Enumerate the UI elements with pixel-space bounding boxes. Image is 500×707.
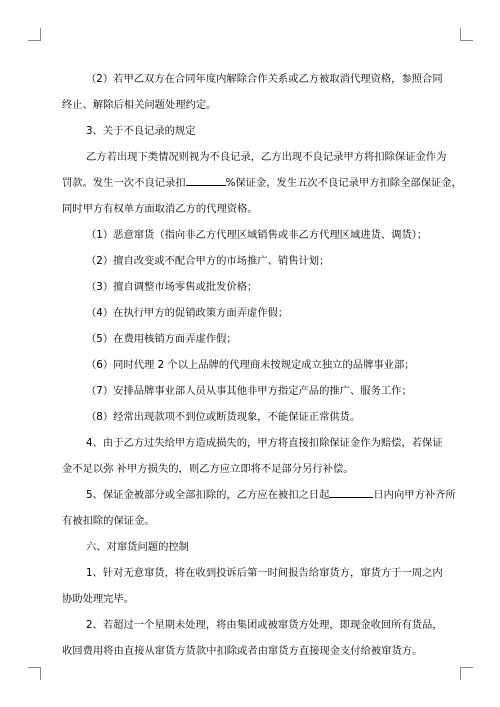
- text-line: 收回费用将由直接从窜货方货款中扣除或者由窜货方直接现金支付给被窜货方。: [62, 645, 423, 657]
- paragraph-loss-compensation: [62, 430, 442, 482]
- section-heading-bad-record: [62, 118, 442, 144]
- heading-text: 3、关于不良记录的规定: [86, 125, 196, 137]
- list-item-2: [62, 248, 442, 274]
- crop-mark-top-left: [28, 28, 41, 41]
- paragraph-bad-record-rules: [62, 144, 462, 222]
- text-line: 日内向甲方补齐所: [373, 489, 456, 501]
- paragraph-deposit-replenish: [62, 482, 456, 534]
- text-line: 4、由于乙方过失给甲方造成损失的，甲方将直接扣除保证金作为赔偿，若保证: [86, 437, 443, 449]
- text-line: 同时甲方有权单方面取消乙方的代理资格。: [62, 203, 258, 215]
- list-item-6: [62, 352, 442, 378]
- text-line: 金不足以弥 补甲方损失的，则乙方应立即将不足部分另行补偿。: [62, 463, 354, 475]
- paragraph-overdue-handling: [62, 612, 442, 664]
- fill-in-blank-percent[interactable]: [186, 175, 226, 186]
- text-line: 2、若超过一个星期未处理，将由集团或被窜货方处理，即现金收回所有货品，: [86, 619, 443, 631]
- list-item-text: （4）在执行甲方的促销政策方面弄虚作假；: [86, 307, 289, 319]
- text-line: 5、保证金被部分或全部扣除的，乙方应在被扣之日起: [86, 489, 330, 501]
- list-item-1: [62, 222, 442, 248]
- list-item-text: （6）同时代理 2 个以上品牌的代理商未按规定成立独立的品牌事业部；: [86, 359, 415, 371]
- text-line: 有被扣除的保证金。: [62, 515, 155, 527]
- text-line: 终止、解除后相关问题处理约定。: [62, 99, 217, 111]
- list-item-3: [62, 274, 442, 300]
- list-item-text: （2）擅自改变或不配合甲方的市场推广、销售计划；: [86, 255, 330, 267]
- list-item-text: （5）在费用核销方面弄虚作假；: [86, 333, 237, 345]
- list-item-text: （1）恶意窜货（指向非乙方代理区域销售或非乙方代理区域进货、调货）；: [86, 229, 428, 241]
- text-line: 协助处理完毕。: [62, 593, 135, 605]
- text-line: 1、针对无意窜货，将在收到投诉后第一时间报告给窜货方，窜货方于一周之内: [86, 567, 443, 579]
- list-item-8: [62, 404, 442, 430]
- crop-mark-bottom-right: [460, 667, 473, 680]
- text-line: 乙方若出现下类情况则视为不良记录，乙方出现不良记录甲方将扣除保证金作为: [86, 151, 447, 163]
- list-item-7: [62, 378, 442, 404]
- list-item-text: （7）安排品牌事业部人员从事其他非甲方指定产品的推广、服务工作；: [86, 385, 412, 397]
- text-line: 罚款。发生一次不良记录扣: [62, 177, 186, 189]
- fill-in-blank-days[interactable]: [329, 487, 373, 498]
- crop-mark-top-right: [460, 28, 473, 41]
- list-item-text: （8）经常出现款项不到位或断货现象，不能保证正常供货。: [86, 411, 361, 423]
- paragraph-termination-reference: [62, 66, 442, 118]
- crop-mark-bottom-left: [28, 667, 41, 680]
- list-item-text: （3）擅自调整市场零售或批发价格；: [86, 281, 258, 293]
- text-line: %保证金，发生五次不良记录甲方扣除全部保证金，: [225, 177, 462, 189]
- heading-text: 六、对窜货问题的控制: [86, 541, 189, 553]
- section-heading-cross-selling: [62, 534, 442, 560]
- list-item-4: [62, 300, 442, 326]
- text-line: （2）若甲乙双方在合同年度内解除合作关系或乙方被取消代理资格，参照合同: [86, 73, 443, 85]
- paragraph-unintentional-cross-selling: [62, 560, 442, 612]
- list-item-5: [62, 326, 442, 352]
- document-body: [62, 66, 462, 664]
